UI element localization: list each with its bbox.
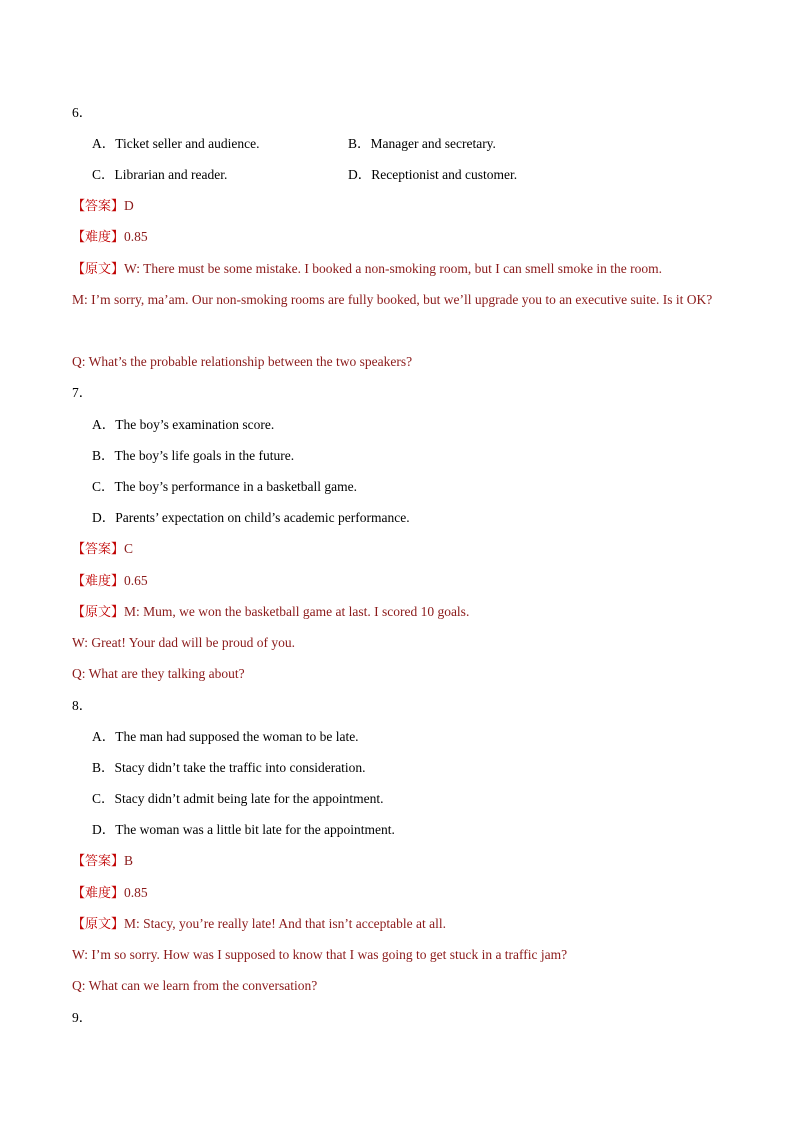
difficulty-value: 0.85 [124,885,148,900]
question-8-number: 8． [72,698,93,713]
difficulty-value: 0.65 [124,573,148,588]
question-6-source-line-2: M: I’m sorry, ma’am. Our non-smoking rooms are fully booked, but we’ll upgrade you to an executive suite. Is it OK? [72,292,713,307]
question-6-source-row [72,260,662,279]
source-label: 【原文】 [72,605,125,620]
question-8-option-d: D．The woman was a little bit late for the appointment. [92,822,395,837]
answer-label: 【答案】 [72,199,125,214]
question-7-option-a: A．The boy’s examination score. [92,417,275,432]
question-8-source-row [72,915,446,934]
question-8-answer-row [72,852,133,871]
question-7-source-line-2: W: Great! Your dad will be proud of you. [72,635,295,650]
question-6-number: 6． [72,105,93,120]
answer-value: B [124,853,134,868]
answer-label: 【答案】 [72,542,125,557]
answer-value: D [124,198,134,213]
question-8-difficulty-row [72,884,148,903]
source-label: 【原文】 [72,262,125,277]
question-8-source-line-3: Q: What can we learn from the conversation? [72,978,318,993]
question-8-source-line-2: W: I’m so sorry. How was I supposed to know that I was going to get stuck in a traffic jam? [72,947,568,962]
source-line: M: Stacy, you’re really late! And that isn’t acceptable at all. [124,916,447,931]
difficulty-value: 0.85 [124,229,148,244]
question-6-difficulty-row [72,228,148,247]
question-6-option-d: D．Receptionist and customer. [348,167,518,182]
question-7-source-row [72,603,469,622]
question-6-option-a: A．Ticket seller and audience. [92,136,260,151]
question-8-option-b: B．Stacy didn’t take the traffic into consideration. [92,760,366,775]
question-7-number: 7． [72,385,93,400]
question-7-option-d: D．Parents’ expectation on child’s academic performance. [92,510,410,525]
question-9-number: 9． [72,1010,93,1025]
source-label: 【原文】 [72,917,125,932]
source-line: W: There must be some mistake. I booked a non-smoking room, but I can smell smoke in the room. [124,261,663,276]
question-7-option-b: B．The boy’s life goals in the future. [92,448,295,463]
answer-value: C [124,541,134,556]
question-8-option-c: C．Stacy didn’t admit being late for the appointment. [92,791,384,806]
question-7-difficulty-row [72,572,148,591]
difficulty-label: 【难度】 [72,574,125,589]
question-6-source-line-3: Q: What’s the probable relationship between the two speakers? [72,354,413,369]
question-7-option-c: C．The boy’s performance in a basketball game. [92,479,358,494]
answer-label: 【答案】 [72,854,125,869]
difficulty-label: 【难度】 [72,230,125,245]
question-6-answer-row [72,197,134,216]
source-line: M: Mum, we won the basketball game at last. I scored 10 goals. [124,604,470,619]
question-6-option-c: C．Librarian and reader. [92,167,228,182]
question-8-option-a: A．The man had supposed the woman to be late. [92,729,359,744]
question-7-source-line-3: Q: What are they talking about? [72,666,245,681]
question-6-option-b: B．Manager and secretary. [348,136,496,151]
difficulty-label: 【难度】 [72,886,125,901]
question-7-answer-row [72,540,133,559]
